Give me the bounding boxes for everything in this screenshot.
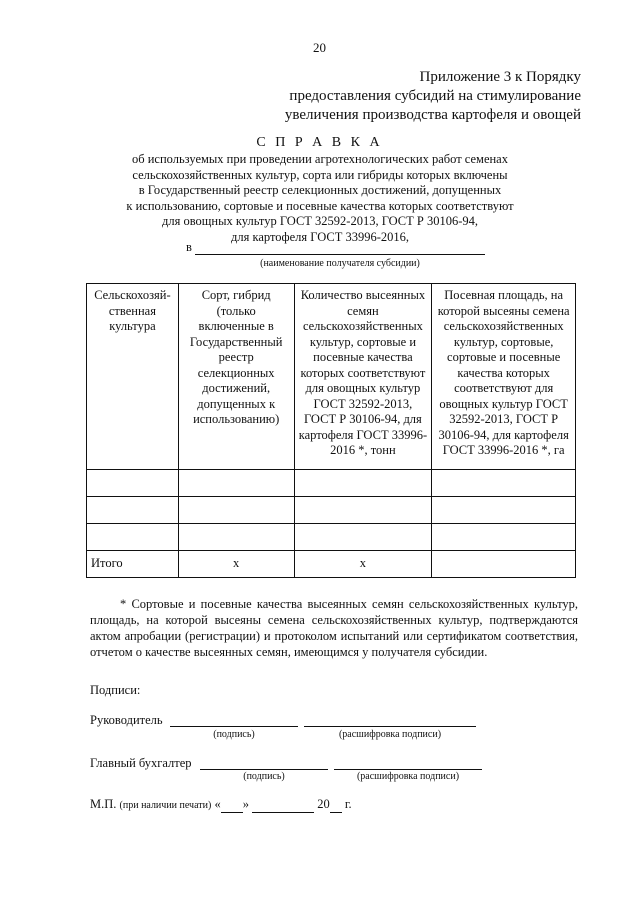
total-quantity-cell: х: [294, 551, 432, 578]
appendix-header: [251, 68, 581, 125]
date-close-quote: »: [242, 797, 249, 811]
header-seed-quantity: Количество высеянных семян сельскохозяйственных культур, сортовые и посевные качества которых соответствуют для овощных культур ГОСТ 32592-2013, ГОСТ Р 30106-94, для картофеля ГОСТ 33996-2016 *, тонн: [294, 284, 432, 470]
page-number: 20: [313, 40, 326, 55]
table-cell[interactable]: [178, 497, 294, 524]
header-crop: Сельскохозяй-ственная культура: [87, 284, 179, 470]
accountant-signature-field[interactable]: [200, 769, 328, 770]
year-prefix: 20: [317, 797, 330, 811]
subtitle-line: к использованию, сортовые и посевные качества которых соответствуют: [126, 198, 514, 213]
head-sign-caption: (подпись): [213, 729, 255, 740]
subtitle-line: сельскохозяйственных культур, сорта или гибриды которых включены: [132, 167, 508, 182]
table-cell[interactable]: [294, 470, 432, 497]
footnote-text: * Сортовые и посевные качества высеянных семян сельскохозяйственных культур, площадь, на которой высеяны семена сельскохозяйственных культур, подтверждаются актом апробации (регистрации) и протоколом испытаний или сертификатом соответствия, отчетом о качестве высеянных семян, имеющимся у получателя субсидии.: [90, 597, 578, 659]
accountant-decode-caption: (расшифровка подписи): [356, 771, 460, 782]
seeds-table: [86, 283, 576, 578]
stamp-note: (при наличии печати): [119, 800, 212, 811]
head-label: Руководитель: [90, 713, 163, 727]
table-header-row: [87, 284, 576, 470]
document-subtitle: [110, 152, 530, 246]
stamp-date-row: [90, 797, 352, 813]
accountant-decode-field[interactable]: [334, 769, 482, 770]
table-cell[interactable]: [294, 524, 432, 551]
table-cell[interactable]: [294, 497, 432, 524]
table-cell[interactable]: [178, 470, 294, 497]
table-cell[interactable]: [432, 470, 576, 497]
document-title: С П Р А В К А: [256, 135, 383, 150]
table-cell[interactable]: [178, 524, 294, 551]
table-cell[interactable]: [432, 497, 576, 524]
table-row: [87, 497, 576, 524]
recipient-prefix: в: [186, 240, 192, 254]
day-field[interactable]: [221, 797, 243, 813]
accountant-label: Главный бухгалтер: [90, 756, 192, 770]
subtitle-line: для овощных культур ГОСТ 32592-2013, ГОСТ Р 30106-94,: [161, 214, 479, 229]
appendix-line-2: предоставления субсидий на стимулирование: [289, 88, 581, 104]
head-decode-field[interactable]: [304, 726, 476, 727]
total-variety-cell: х: [178, 551, 294, 578]
head-signature-field[interactable]: [170, 726, 298, 727]
table-row: [87, 524, 576, 551]
recipient-field[interactable]: [195, 254, 485, 255]
table-cell[interactable]: [87, 470, 179, 497]
year-suffix: г.: [344, 797, 352, 811]
footnote: [90, 596, 578, 660]
total-label: Итого: [87, 551, 179, 578]
signatures-heading: Подписи:: [90, 683, 141, 697]
month-field[interactable]: [252, 797, 314, 813]
total-area-cell[interactable]: [432, 551, 576, 578]
table-row: [87, 470, 576, 497]
year-field[interactable]: [330, 797, 342, 813]
subtitle-line: в Государственный реестр селекционных достижений, допущенных: [138, 183, 502, 198]
appendix-line-3: увеличения производства картофеля и овощей: [284, 107, 581, 123]
head-decode-caption: (расшифровка подписи): [338, 729, 442, 740]
accountant-sign-caption: (подпись): [243, 771, 285, 782]
header-sown-area: Посевная площадь, на которой высеяны семена сельскохозяйственных культур, сортовые, сортовые и посевные качества которых соответствуют для овощных культур ГОСТ 32592-2013, ГОСТ Р 30106-94, для картофеля ГОСТ 33996-2016 *, га: [432, 284, 576, 470]
recipient-caption: (наименование получателя субсидии): [260, 258, 420, 269]
subtitle-line: об используемых при проведении агротехнологических работ семенах: [132, 152, 508, 166]
table-cell[interactable]: [87, 497, 179, 524]
date-open-quote: «: [214, 797, 221, 811]
table-total-row: [87, 551, 576, 578]
table-cell[interactable]: [432, 524, 576, 551]
appendix-line-1: Приложение 3 к Порядку: [419, 69, 581, 85]
table-cell[interactable]: [87, 524, 179, 551]
subtitle-line: для картофеля ГОСТ 33996-2016,: [230, 229, 410, 244]
header-variety: Сорт, гибрид (только включенные в Государственный реестр селекционных достижений, допущенных к использованию): [178, 284, 294, 470]
stamp-prefix: М.П.: [90, 797, 117, 811]
